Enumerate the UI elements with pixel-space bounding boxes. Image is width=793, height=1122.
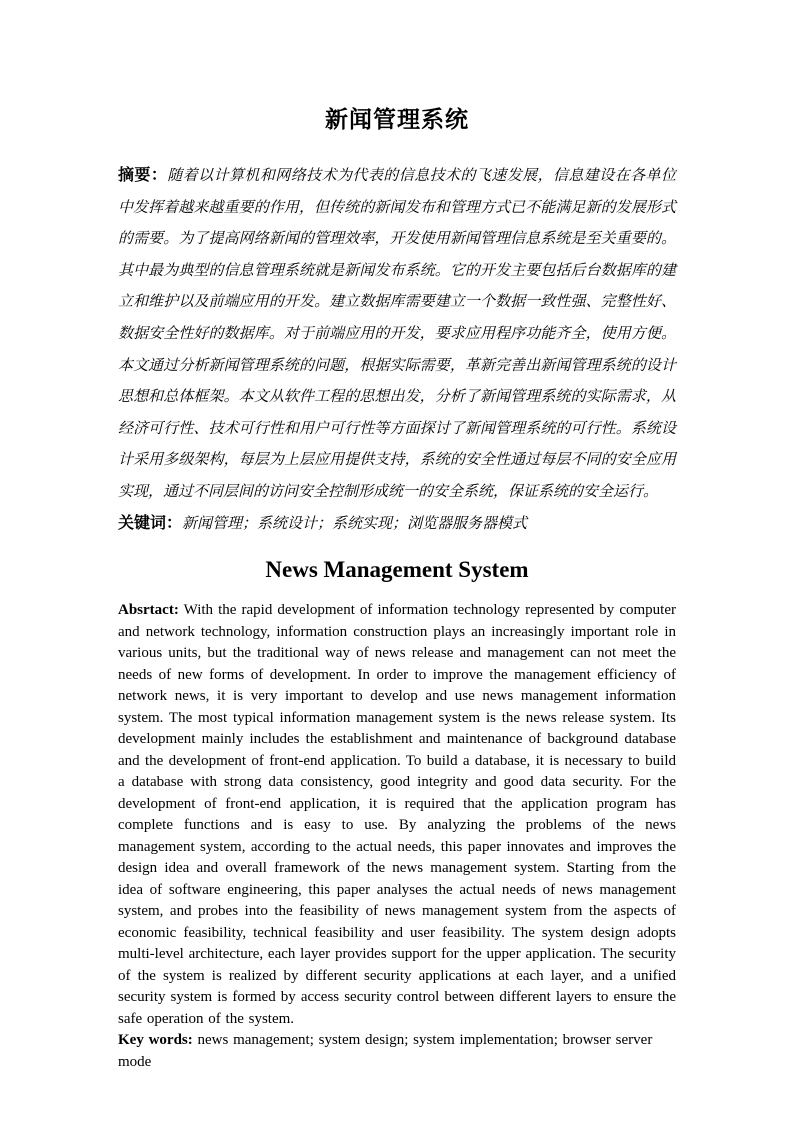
english-keywords-label: Key words:: [118, 1032, 193, 1049]
chinese-abstract-text: 随着以计算机和网络技术为代表的信息技术的飞速发展，信息建设在各单位中发挥着越来越重要的作用，但传统的新闻发布和管理方式已不能满足新的发展形式的需要。为了提高网络新闻的管理效率，开发使用新闻管理信息系统是至关重要的。其中最为典型的信息管理系统就是新闻发布系统。它的开发主要包括后台数据库的建立和维护以及前端应用的开发。建立数据库需要建立一个数据一致性强、完整性好、数据安全性好的数据库。对于前端应用的开发，要求应用程序功能齐全，使用方便。本文通过分析新闻管理系统的问题，根据实际需要，革新完善出新闻管理系统的设计思想和总体框架。本文从软件工程的思想出发，分析了新闻管理系统的实际需求，从经济可行性、技术可行性和用户可行性等方面探讨了新闻管理系统的可行性。系统设计采用多级架构，每层为上层应用提供支持，系统的安全性通过每层不同的安全应用实现，通过不同层间的访问安全控制形成统一的安全系统，保证系统的安全运行。: [118, 166, 676, 500]
chinese-keywords-text: 新闻管理；系统设计；系统实现；浏览器服务器模式: [182, 513, 528, 532]
english-abstract-text: With the rapid development of information technology represented by computer and network technology, information construction plays an increasingly important role in various units, but the traditional way of news release and management can not meet the needs of new forms of development. In order to improve the management efficiency of network news, it is very important to develop and use news management information system. The most typical information management system is the news release system. Its development mainly includes the establishment and maintenance of background database and the development of front-end application. To build a database, it is necessary to build a database with strong data consistency, good integrity and good data security. For the development of front-end application, it is required that the application program has complete functions and is easy to use. By analyzing the problems of the news management system, according to the actual needs, this paper innovates and improves the design idea and overall framework of the news management system. Starting from the idea of software engineering, this paper analyses the actual needs of news management system, and probes into the feasibility of news management system from the aspects of economic feasibility, technical feasibility and user feasibility. The system design adopts multi-level architecture, each layer provides support for the upper application. The security of the system is realized by different security applications at each layer, and a unified security system is formed by access security control between different layers to ensure the safe operation of the system.: [118, 602, 677, 1027]
chinese-keywords-label: 关键词：: [118, 514, 183, 532]
english-keywords-text: news management; system design; system implementation; browser server mode: [118, 1032, 653, 1070]
english-abstract: [118, 600, 676, 1030]
chinese-abstract-label: 摘要：: [118, 167, 168, 184]
chinese-title: 新闻管理系统: [325, 106, 469, 132]
english-keywords: [118, 1030, 676, 1073]
english-abstract-label: Absrtact:: [118, 602, 179, 619]
english-title: News Management System: [265, 557, 529, 583]
chinese-abstract: [118, 160, 676, 508]
chinese-keywords: [118, 508, 676, 540]
